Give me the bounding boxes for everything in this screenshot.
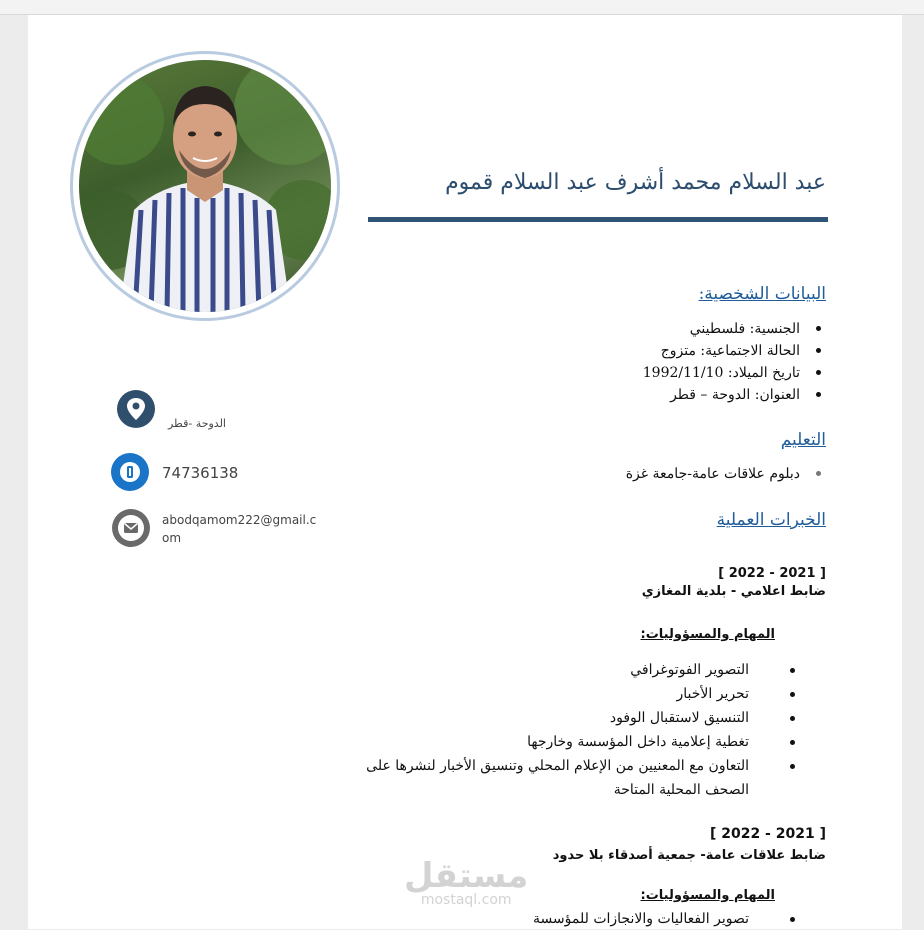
job-date: [ 2021 - 2022 ] [709, 826, 826, 842]
profile-photo [79, 60, 331, 312]
education-section-title: التعليم [780, 430, 826, 450]
list-item: تصوير الفعاليات والانجازات للمؤسسة [533, 908, 775, 930]
mostaql-watermark: مستقل mostaql.com [404, 856, 529, 908]
name-underline [368, 217, 828, 222]
location-pin-icon [116, 389, 156, 429]
contact-location: الدوحة -قطر [167, 417, 226, 430]
phone-icon [110, 452, 150, 492]
list-item: التعاون مع المعنيين من الإعلام المحلي وتنسيق الأخبار لنشرها على [366, 754, 775, 778]
contact-phone: 74736138 [162, 464, 239, 482]
list-item: تحرير الأخبار [366, 682, 775, 706]
cv-name: عبد السلام محمد أشرف عبد السلام قموم [445, 170, 826, 195]
list-item: دبلوم علاقات عامة-جامعة غزة [626, 463, 826, 485]
personal-section-title: البيانات الشخصية: [698, 284, 826, 304]
tasks-title: المهام والمسؤوليات: [640, 627, 775, 642]
list-item: تغطية إعلامية داخل المؤسسة وخارجها [366, 730, 775, 754]
list-item: العنوان: الدوحة – قطر [643, 384, 826, 406]
window-top-bar [0, 0, 924, 15]
list-item-continuation: الصحف المحلية المتاحة [613, 782, 749, 798]
email-icon [111, 508, 151, 548]
list-item: الحالة الاجتماعية: متزوج [643, 340, 826, 362]
profile-photo-frame [70, 51, 340, 321]
education-list [626, 463, 826, 485]
job-tasks-list [533, 908, 775, 930]
list-item: الجنسية: فلسطيني [643, 318, 826, 340]
job-title: ضابط اعلامي - بلدية المغازي [641, 584, 826, 599]
list-item: التنسيق لاستقبال الوفود [366, 706, 775, 730]
job-tasks-list [366, 658, 775, 802]
job-title: ضابط علاقات عامة- جمعية أصدقاء بلا حدود [552, 848, 826, 863]
list-item: التصوير الفوتوغرافي [366, 658, 775, 682]
job-date: [ 2021 - 2022 ] [718, 566, 826, 581]
personal-list [643, 318, 826, 406]
experience-section-title: الخبرات العملية [716, 510, 826, 530]
list-item: تاريخ الميلاد: 1992/11/10 [643, 362, 826, 384]
tasks-title: المهام والمسؤوليات: [640, 888, 775, 903]
contact-email: abodqamom222@gmail.c om [162, 513, 317, 545]
